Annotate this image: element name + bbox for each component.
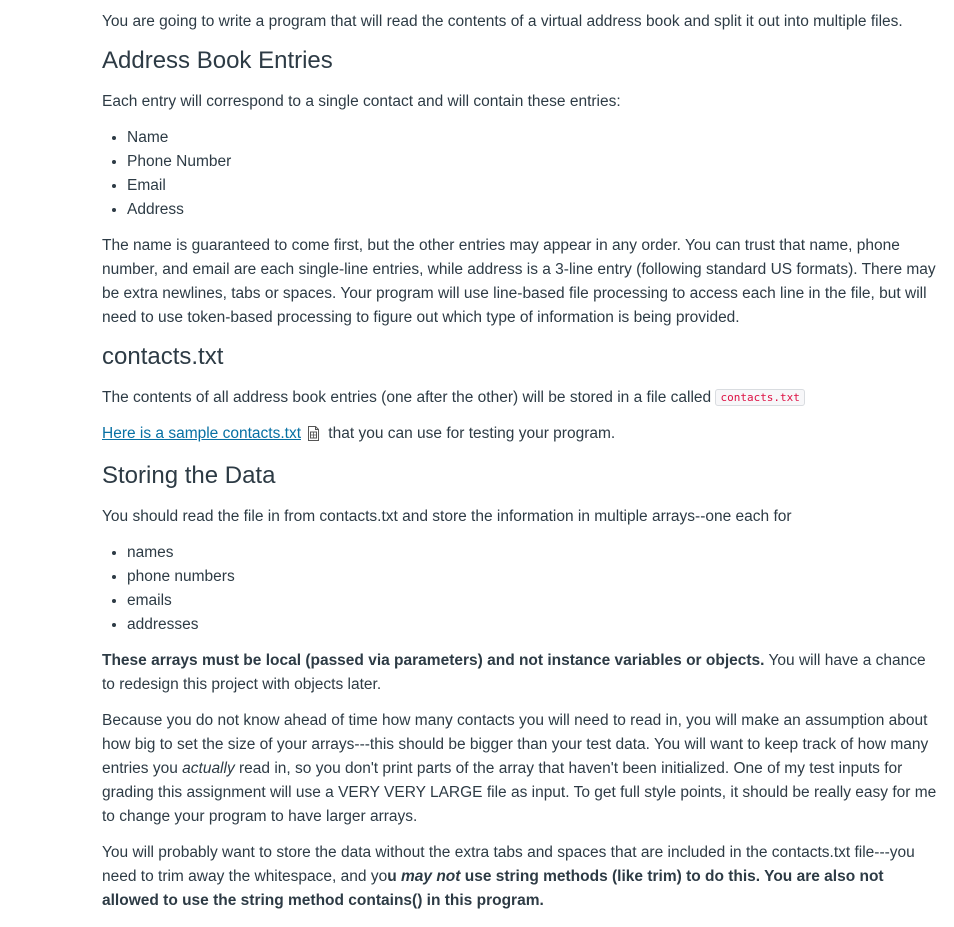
assignment-content [102,10,942,925]
heading-contacts-txt: contacts.txt [102,343,224,370]
list-item: • Email [127,174,942,198]
list-item: • emails [127,589,942,613]
whitespace-paragraph [102,841,942,913]
entry-fields-list [102,126,942,222]
arrays-local-rest: You will have a chance to redesign this project with objects later. [102,652,926,693]
inline-code-filename: contacts.txt [715,389,804,406]
entries-lead: Each entry will correspond to a single contact and will contain these entries: [102,93,621,110]
arrays-local-paragraph [102,649,942,697]
list-item: • names [127,541,942,565]
intro-paragraph: You are going to write a program that will read the contents of a virtual address book and split it out into multiple files. [102,13,903,30]
emphasis-actually: actually [182,760,235,777]
contacts-storage-line [102,386,942,410]
list-item: • Phone Number [127,150,942,174]
arrays-list [102,541,942,637]
array-size-text-b: read in, so you don't print parts of the array that haven't been initialized. One of my test inputs for grading this assignment will use a VERY VERY LARGE file as input. To get full style points, it should be really easy for me to change your program to have larger arrays. [102,760,937,825]
sample-link-line [102,422,942,449]
heading-address-book-entries: Address Book Entries [102,47,333,74]
array-size-text-a: Because you do not know ahead of time how many contacts you will need to read in, you will make an assumption about how big to set the size of your arrays---this should be bigger than your test data. You will want to keep track of how many entries you [102,712,929,777]
heading-storing-the-data: Storing the Data [102,462,276,489]
list-item: • addresses [127,613,942,637]
document-icon[interactable] [307,425,320,449]
list-item: • Address [127,198,942,222]
list-item: • Name [127,126,942,150]
storing-lead: You should read the file in from contacts.txt and store the information in multiple arrays--one each for [102,508,792,525]
array-size-paragraph [102,709,942,829]
sample-link-suffix: that you can use for testing your program. [324,425,616,442]
list-item: • phone numbers [127,565,942,589]
whitespace-bold-a: u [387,868,401,885]
arrays-local-bold: These arrays must be local (passed via parameters) and not instance variables or objects. [102,652,765,669]
whitespace-bold-b: use string methods (like trim) to do this. You are also not allowed to use the string method contains() in this program. [102,868,884,909]
emphasis-may-not: may not [400,868,461,885]
sample-contacts-link[interactable]: Here is a sample contacts.txt [102,425,301,442]
whitespace-text: You will probably want to store the data without the extra tabs and spaces that are included in the contacts.txt file---you need to trim away the whitespace, and yo [102,844,915,885]
entries-paragraph: The name is guaranteed to come first, but the other entries may appear in any order. You can trust that name, phone number, and email are each single-line entries, while address is a 3-line entry (following standard US formats). There may be extra newlines, tabs or spaces. Your program will use line-based file processing to access each line in the file, but will need to use token-based processing to figure out which type of information is being provided. [102,237,936,326]
storage-text: The contents of all address book entries (one after the other) will be stored in a file called [102,389,716,406]
